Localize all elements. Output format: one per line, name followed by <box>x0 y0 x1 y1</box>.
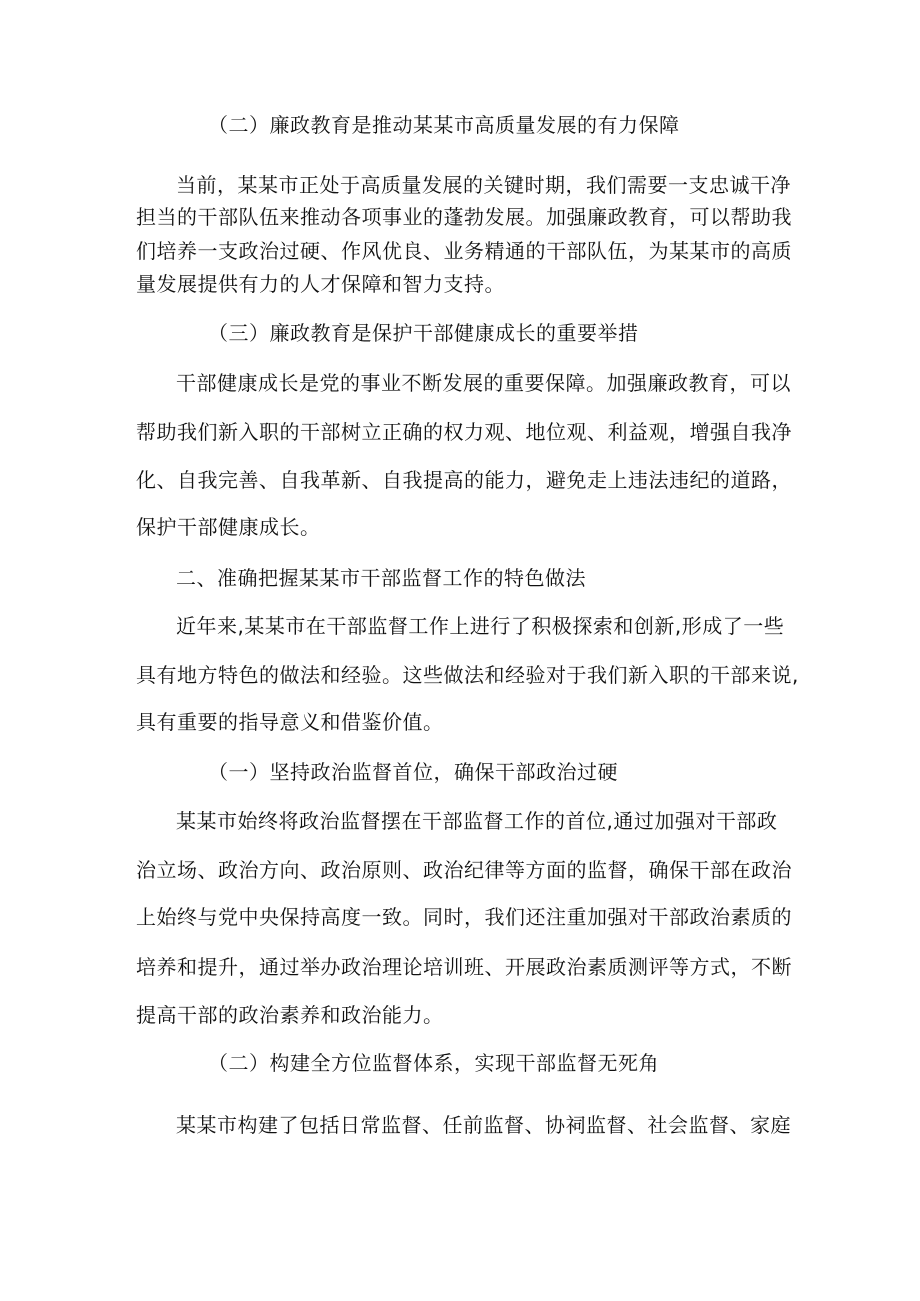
paragraph-line: 当前，某某市正处于高质量发展的关键时期，我们需要一支忠诚干净 <box>176 173 791 197</box>
paragraph-line: 化、自我完善、自我革新、自我提高的能力，避免走上违法违纪的道路， <box>136 468 792 492</box>
paragraph-line: 们培养一支政治过硬、作风优良、业务精通的干部队伍，为某某市的高质 <box>136 239 792 263</box>
paragraph-line: 提高干部的政治素养和政治能力。 <box>136 1003 444 1027</box>
paragraph-line: 某某市始终将政治监督摆在干部监督工作的首位,通过加强对干部政 <box>176 809 778 833</box>
section-heading: （二）构建全方位监督体系，实现干部监督无死角 <box>208 1051 659 1075</box>
section-heading: （三）廉政教育是保护干部健康成长的重要举措 <box>208 321 639 345</box>
paragraph-line: 帮助我们新入职的干部树立正确的权力观、地位观、利益观，增强自我净 <box>136 420 792 444</box>
paragraph-line: 量发展提供有力的人才保障和智力支持。 <box>136 272 505 296</box>
paragraph-line: 上始终与党中央保持高度一致。同时，我们还注重加强对干部政治素质的 <box>136 905 792 929</box>
paragraph-line: 担当的干部队伍来推动各项事业的蓬勃发展。加强廉政教育，可以帮助我 <box>136 205 792 229</box>
section-heading: （二）廉政教育是推动某某市高质量发展的有力保障 <box>208 113 680 137</box>
paragraph-line: 干部健康成长是党的事业不断发展的重要保障。加强廉政教育，可以 <box>176 371 791 395</box>
paragraph-line: 培养和提升，通过举办政治理论培训班、开展政治素质测评等方式，不断 <box>136 955 792 979</box>
section-heading: （一）坚持政治监督首位，确保干部政治过硬 <box>208 760 618 784</box>
paragraph-line: 保护干部健康成长。 <box>136 515 321 539</box>
paragraph-line: 近年来,某某市在干部监督工作上进行了积极探索和创新,形成了一些 <box>176 614 785 638</box>
paragraph-line: 某某市构建了包括日常监督、任前监督、协祠监督、社会监督、家庭 <box>176 1113 791 1137</box>
paragraph-line: 具有地方特色的做法和经验。这些做法和经验对于我们新入职的干部来说, <box>136 663 799 687</box>
paragraph-line: 治立场、政治方向、政治原则、政治纪律等方面的监督，确保干部在政治 <box>136 858 792 882</box>
section-heading: 二、准确把握某某市干部监督工作的特色做法 <box>176 566 586 590</box>
paragraph-line: 具有重要的指导意义和借鉴价值。 <box>136 710 444 734</box>
